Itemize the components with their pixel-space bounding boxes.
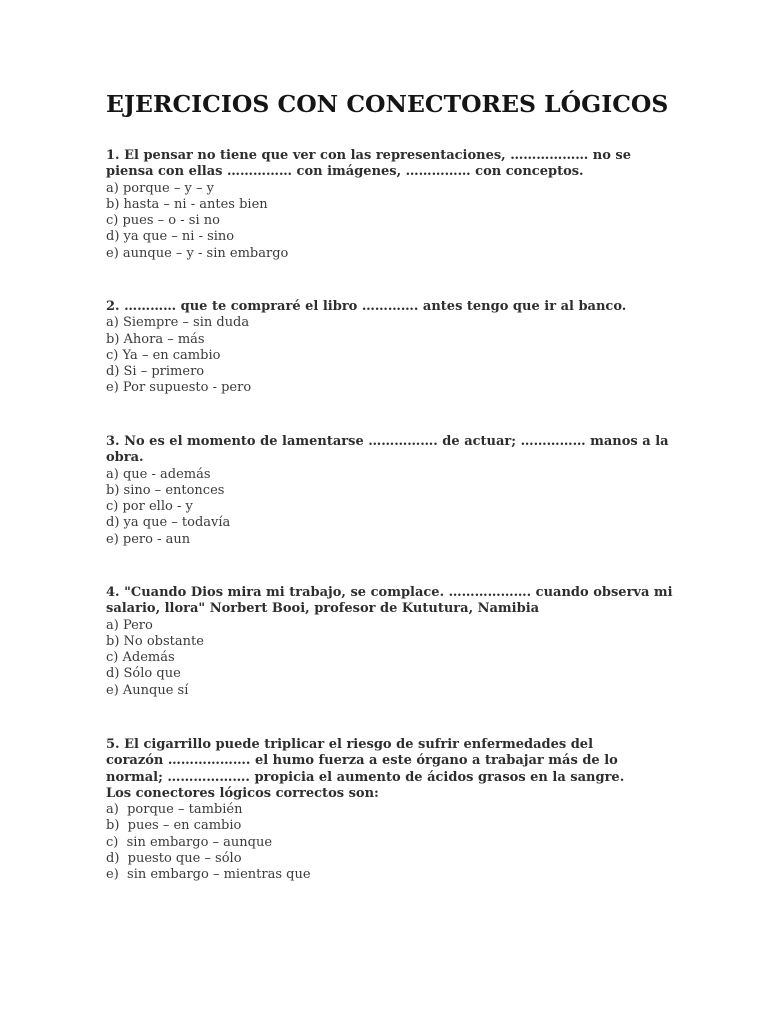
question-stem	[106, 434, 706, 467]
question-stem-line: piensa con ellas …………… con imágenes, …………… con conceptos.	[106, 164, 584, 180]
answer-options	[106, 315, 706, 396]
document-title: EJERCICIOS CON CONECTORES LÓGICOS	[106, 90, 669, 118]
answer-option-c: c) Ya – en cambio	[106, 347, 221, 363]
answer-option-c: c) sin embargo – aunque	[106, 834, 273, 850]
answer-option-a: a) porque – también	[106, 802, 243, 818]
question-stem-line: normal; ………………. propicia el aumento de ácidos grasos en la sangre.	[106, 769, 625, 785]
question-stem-line: corazón ………………. el humo fuerza a este órgano a trabajar más de lo	[106, 753, 618, 769]
answer-option-e: e) aunque – y - sin embargo	[106, 245, 289, 261]
question-stem	[106, 148, 706, 181]
answer-option-d: d) puesto que – sólo	[106, 851, 242, 867]
question-3	[106, 434, 706, 548]
answer-options	[106, 802, 706, 883]
question-5	[106, 737, 706, 884]
question-stem-line: 4. "Cuando Dios mira mi trabajo, se complace. ………………. cuando observa mi	[106, 585, 673, 600]
question-stem-line: 2. ………… que te compraré el libro …………. antes tengo que ir al banco.	[106, 299, 627, 314]
question-stem-line: 1. El pensar no tiene que ver con las representaciones, ……………… no se	[106, 148, 632, 163]
answer-options	[106, 181, 706, 262]
question-2	[106, 299, 706, 397]
answer-option-b: b) hasta – ni - antes bien	[106, 196, 268, 212]
answer-option-b: b) Ahora – más	[106, 331, 205, 347]
answer-option-d: d) Sólo que	[106, 666, 181, 682]
question-4	[106, 585, 706, 699]
answer-option-c: c) por ello - y	[106, 499, 193, 515]
answer-option-b: b) pues – en cambio	[106, 818, 242, 834]
question-stem-line: 5. El cigarrillo puede triplicar el riesgo de sufrir enfermedades del	[106, 737, 594, 752]
question-stem-line: 3. No es el momento de lamentarse ……………. de actuar; …………… manos a la	[106, 434, 669, 449]
question-stem	[106, 299, 706, 315]
answer-option-a: a) Pero	[106, 617, 153, 633]
answer-option-b: b) No obstante	[106, 633, 204, 649]
answer-option-c: c) pues – o - si no	[106, 213, 220, 229]
answer-option-b: b) sino – entonces	[106, 482, 225, 498]
answer-option-d: d) Si – primero	[106, 364, 205, 380]
question-stem	[106, 737, 706, 802]
answer-option-e: e) sin embargo – mientras que	[106, 867, 311, 883]
answer-options	[106, 618, 706, 699]
answer-option-d: d) ya que – ni - sino	[106, 229, 235, 245]
question-stem	[106, 585, 706, 618]
question-stem-line: Los conectores lógicos correctos son:	[106, 785, 379, 801]
answer-option-a: a) porque – y – y	[106, 180, 214, 196]
question-1	[106, 148, 706, 262]
answer-option-a: a) Siempre – sin duda	[106, 315, 250, 331]
question-stem-line: salario, llora" Norbert Booi, profesor de Kututura, Namibia	[106, 601, 540, 617]
answer-option-a: a) que - además	[106, 466, 211, 482]
question-stem-line: obra.	[106, 450, 144, 466]
answer-option-e: e) Aunque sí	[106, 682, 189, 698]
answer-option-e: e) Por supuesto - pero	[106, 380, 252, 396]
answer-option-d: d) ya que – todavía	[106, 515, 231, 531]
answer-options	[106, 467, 706, 548]
answer-option-c: c) Además	[106, 650, 175, 666]
answer-option-e: e) pero - aun	[106, 531, 191, 547]
